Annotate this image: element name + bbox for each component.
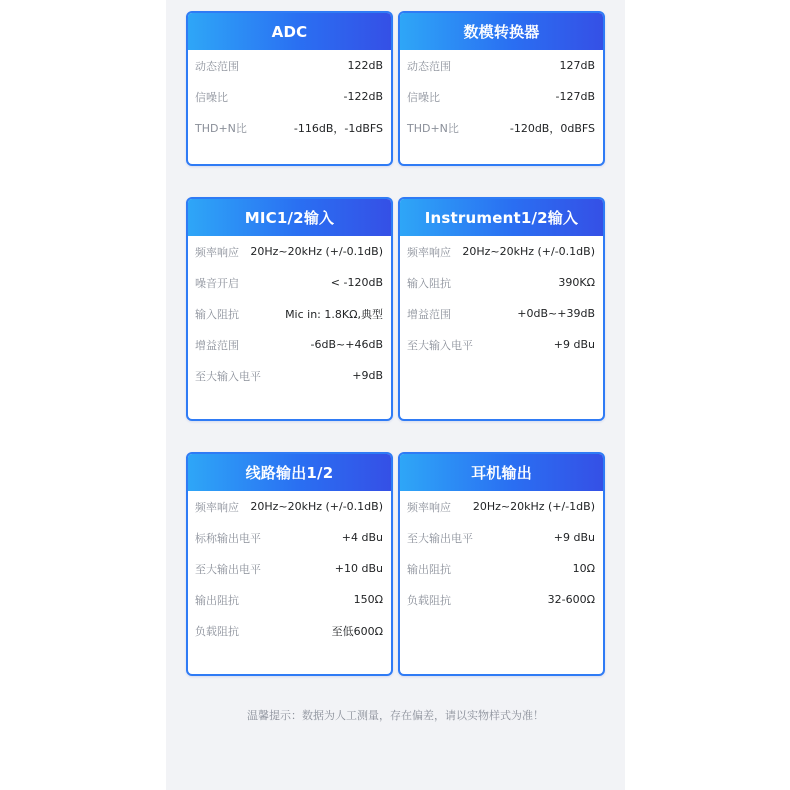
spec-value: +9dB	[352, 369, 383, 382]
spec-row	[195, 360, 383, 391]
card-title: MIC1/2输入	[188, 199, 391, 236]
footer-note: 温馨提示：数据为人工测量，存在偏差，请以实物样式为准！	[247, 709, 544, 722]
card-title: 数模转换器	[400, 13, 603, 50]
spec-value: +0dB~+39dB	[517, 307, 595, 320]
spec-row	[407, 50, 595, 81]
spec-label: 增益范围	[195, 338, 239, 352]
spec-row	[195, 491, 383, 522]
spec-card-line-output	[186, 452, 393, 676]
spec-label: THD+N比	[195, 121, 247, 135]
spec-label: 频率响应	[195, 500, 239, 514]
spec-row	[195, 236, 383, 267]
spec-label: 输出阻抗	[407, 562, 451, 576]
spec-card-mic-input	[186, 197, 393, 421]
card-title: 线路输出1/2	[188, 454, 391, 491]
spec-row	[407, 491, 595, 522]
spec-value: 20Hz~20kHz (+/-0.1dB)	[250, 245, 383, 258]
spec-value: 32-600Ω	[547, 593, 595, 606]
spec-value: < -120dB	[330, 276, 383, 289]
spec-value: +9 dBu	[553, 338, 595, 351]
spec-row	[407, 236, 595, 267]
spec-row	[407, 112, 595, 143]
spec-row	[195, 329, 383, 360]
spec-label: 动态范围	[195, 59, 239, 73]
spec-value: -116dB，-1dBFS	[293, 121, 383, 135]
spec-value: 20Hz~20kHz (+/-1dB)	[472, 500, 595, 513]
spec-label: 至大输入电平	[407, 338, 473, 352]
spec-value: +9 dBu	[553, 531, 595, 544]
spec-row	[407, 267, 595, 298]
spec-label: 输出阻抗	[195, 593, 239, 607]
spec-value: 10Ω	[572, 562, 595, 575]
spec-row	[195, 267, 383, 298]
spec-row	[195, 584, 383, 615]
spec-row	[195, 112, 383, 143]
spec-row	[407, 584, 595, 615]
card-title: Instrument1/2输入	[400, 199, 603, 236]
spec-row	[195, 81, 383, 112]
spec-card-adc	[186, 11, 393, 166]
spec-label: 至大输出电平	[407, 531, 473, 545]
spec-card-dac	[398, 11, 605, 166]
spec-value: 150Ω	[353, 593, 383, 606]
spec-label: 输入阻抗	[407, 276, 451, 290]
spec-value: Mic in: 1.8KΩ,典型	[285, 307, 383, 321]
spec-label: 频率响应	[407, 500, 451, 514]
spec-card-instrument-input	[398, 197, 605, 421]
spec-row	[195, 50, 383, 81]
spec-card-headphone-output	[398, 452, 605, 676]
spec-label: 至大输出电平	[195, 562, 261, 576]
spec-label: 信噪比	[407, 90, 440, 104]
spec-value: 20Hz~20kHz (+/-0.1dB)	[250, 500, 383, 513]
spec-label: 信噪比	[195, 90, 228, 104]
spec-row	[407, 81, 595, 112]
spec-row	[407, 329, 595, 360]
spec-label: 噪音开启	[195, 276, 239, 290]
spec-label: 增益范围	[407, 307, 451, 321]
card-title: ADC	[188, 13, 391, 50]
spec-value: 127dB	[559, 59, 595, 72]
spec-label: 频率响应	[407, 245, 451, 259]
spec-row	[195, 298, 383, 329]
spec-value: 20Hz~20kHz (+/-0.1dB)	[462, 245, 595, 258]
spec-label: 负载阻抗	[195, 624, 239, 638]
spec-label: 频率响应	[195, 245, 239, 259]
spec-value: -6dB~+46dB	[310, 338, 383, 351]
spec-row	[407, 553, 595, 584]
spec-label: 标称输出电平	[195, 531, 261, 545]
spec-value: +4 dBu	[341, 531, 383, 544]
spec-row	[195, 553, 383, 584]
card-title: 耳机输出	[400, 454, 603, 491]
spec-value: 至低600Ω	[331, 624, 383, 638]
spec-row	[407, 522, 595, 553]
spec-label: 动态范围	[407, 59, 451, 73]
spec-row	[407, 298, 595, 329]
spec-value: -127dB	[555, 90, 595, 103]
spec-value: 390KΩ	[558, 276, 595, 289]
spec-label: 输入阻抗	[195, 307, 239, 321]
spec-value: -120dB，0dBFS	[509, 121, 595, 135]
spec-value: +10 dBu	[334, 562, 383, 575]
spec-label: THD+N比	[407, 121, 459, 135]
spec-row	[195, 615, 383, 646]
spec-row	[195, 522, 383, 553]
spec-value: -122dB	[343, 90, 383, 103]
spec-label: 负载阻抗	[407, 593, 451, 607]
spec-value: 122dB	[347, 59, 383, 72]
spec-label: 至大输入电平	[195, 369, 261, 383]
